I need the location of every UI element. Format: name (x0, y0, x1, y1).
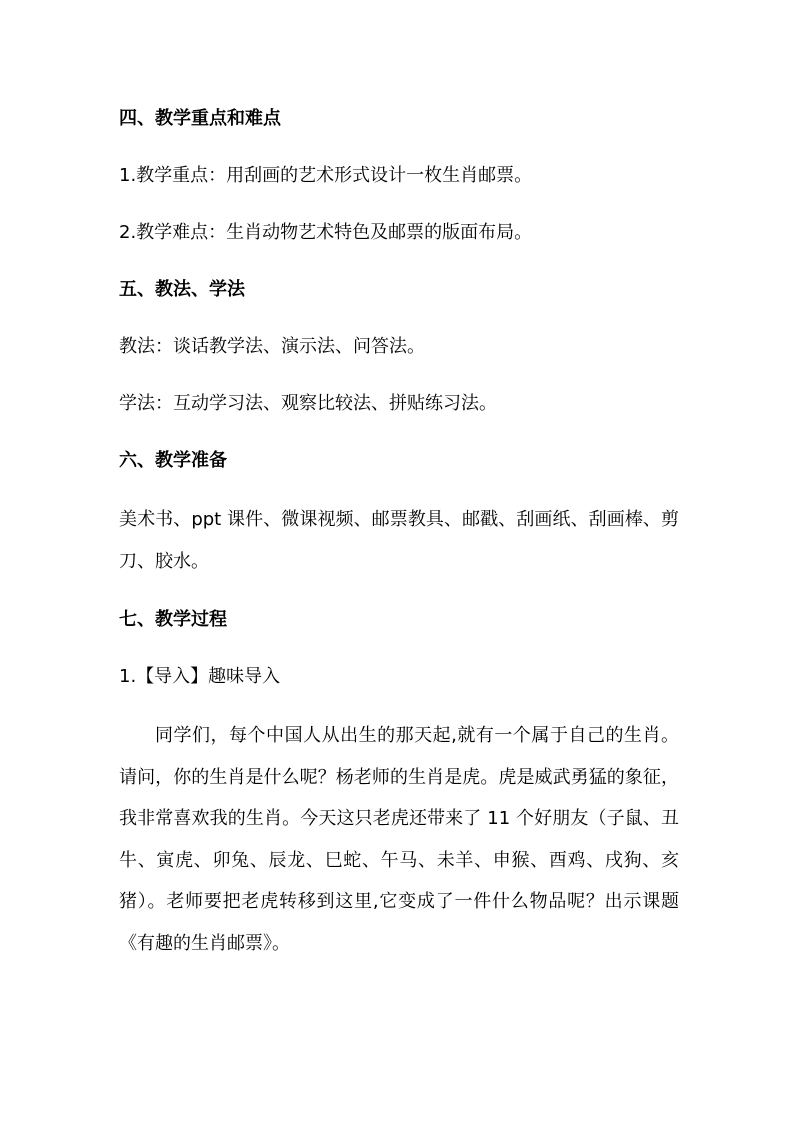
preparation-paragraph: 美术书、ppt 课件、微课视频、邮票教具、邮戳、刮画纸、刮画棒、剪刀、胶水。 (119, 509, 679, 572)
document-body (119, 100, 679, 983)
section-heading-process: 七、教学过程 (119, 609, 227, 630)
process-step-intro: 1.【导入】趣味导入 (119, 666, 281, 687)
teaching-focus-item: 1.教学重点：用刮画的艺术形式设计一枚生肖邮票。 (119, 165, 533, 186)
section-heading-key-points: 四、教学重点和难点 (119, 108, 281, 129)
teaching-method-item: 教法：谈话教学法、演示法、问答法。 (119, 336, 425, 357)
section-heading-methods: 五、教法、学法 (119, 279, 245, 300)
intro-paragraph: 同学们，每个中国人从出生的那天起,就有一个属于自己的生肖。请问，你的生肖是什么呢？杨老师的生肖是虎。虎是威武勇猛的象征，我非常喜欢我的生肖。今天这只老虎还带来了 11 个好朋友（子鼠、丑牛、寅虎、卯兔、辰龙、巳蛇、午马、未羊、申猴、酉鸡、戌狗、亥猪）。老师要把老虎转移到这里,它变成了一件什么物品呢？出示课题《有趣的生肖邮票》。 (119, 725, 679, 954)
teaching-difficulty-item: 2.教学难点：生肖动物艺术特色及邮票的版面布局。 (119, 222, 533, 243)
learning-method-item: 学法：互动学习法、观察比较法、拼贴练习法。 (119, 393, 497, 414)
section-heading-preparation: 六、教学准备 (119, 450, 227, 471)
